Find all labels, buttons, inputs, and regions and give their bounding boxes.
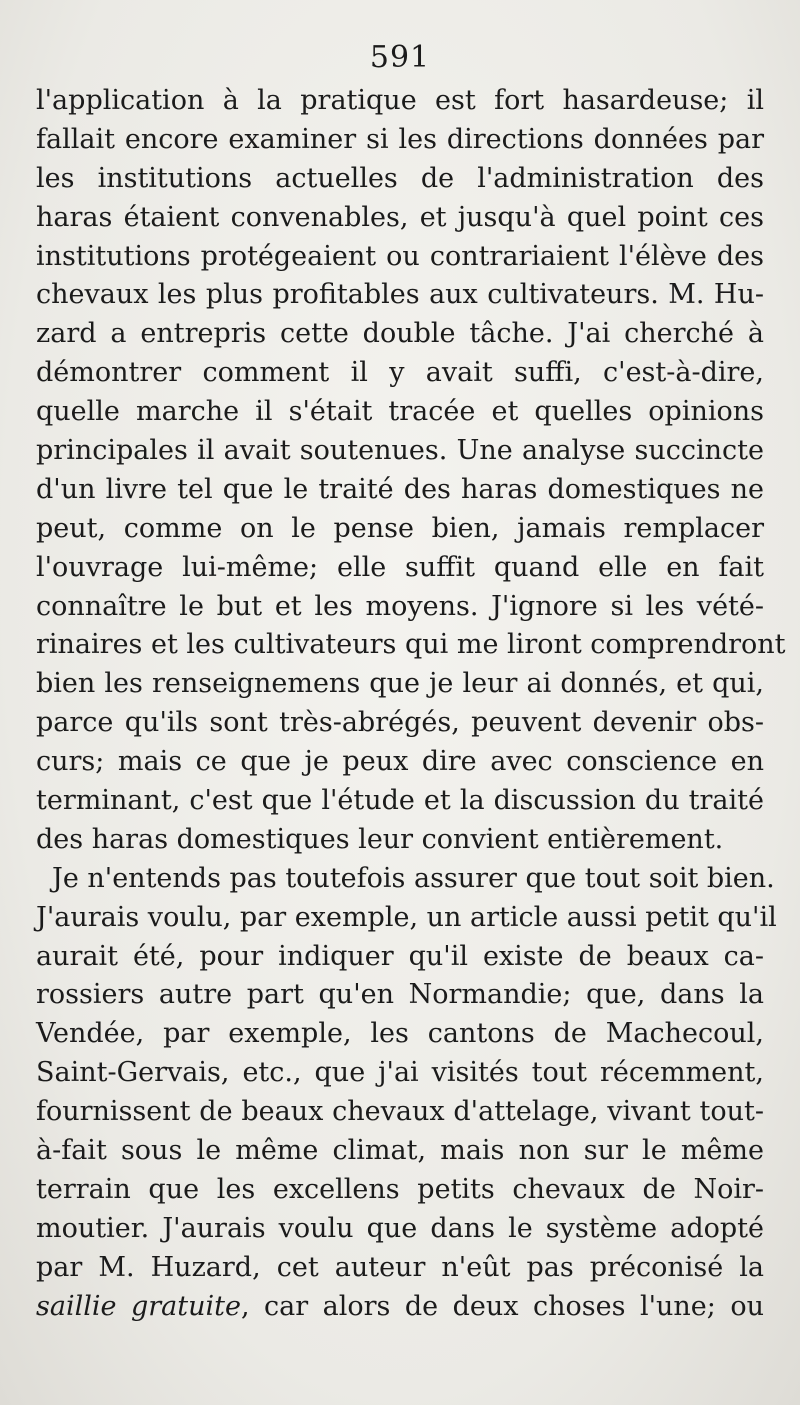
text-line: bien les renseignemens que je leur ai donnés, et qui, [36, 668, 764, 700]
text-line: rinaires et les cultivateurs qui me liront comprendront [36, 629, 786, 661]
text-line: institutions protégeaient ou contrariaient l'élève des [36, 240, 764, 272]
text-line: des haras domestiques leur convient entièrement. [36, 823, 724, 855]
page-number: 591 [369, 40, 431, 75]
text-line: chevaux les plus profitables aux cultivateurs. M. Hu- [36, 279, 764, 311]
text-line: rossiers autre part qu'en Normandie; que, dans la [36, 979, 764, 1011]
text-line: terrain que les excellens petits chevaux de Noir- [36, 1173, 764, 1205]
text-line: aurait été, pour indiquer qu'il existe de beaux ca- [36, 940, 764, 972]
text-line: J'aurais voulu, par exemple, un article aussi petit qu'il [36, 901, 777, 933]
text-line: à-fait sous le même climat, mais non sur le même [36, 1135, 764, 1167]
text-line: terminant, c'est que l'étude et la discussion du traité [36, 785, 764, 817]
text-line: haras étaient convenables, et jusqu'à quel point ces [36, 201, 764, 233]
text-line-final [36, 1288, 764, 1327]
text-line: l'ouvrage lui-même; elle suffit quand elle en fait [36, 551, 764, 583]
text-line: zard a entrepris cette double tâche. J'ai cherché à [36, 318, 764, 350]
paragraph [36, 82, 786, 860]
text-line: principales il avait soutenues. Une analyse succincte [36, 435, 764, 467]
text-line: Saint-Gervais, etc., que j'ai visités tout récemment, [36, 1057, 764, 1089]
paragraph [36, 860, 777, 1288]
final-line-rest: , car alors de deux choses l'une; ou [240, 1290, 764, 1322]
text-line: démontrer comment il y avait suffi, c'est-à-dire, [36, 357, 764, 389]
text-line: connaître le but et les moyens. J'ignore si les vété- [36, 590, 764, 622]
text-line: Je n'entends pas toutefois assurer que tout soit bien. [52, 862, 775, 894]
text-line: quelle marche il s'était tracée et quelles opinions [36, 396, 764, 428]
text-line: curs; mais ce que je peux dire avec conscience en [36, 746, 764, 778]
text-line: fallait encore examiner si les directions données par [36, 123, 764, 155]
text-line: Vendée, par exemple, les cantons de Machecoul, [36, 1018, 764, 1050]
body-text [36, 82, 786, 1327]
text-line: d'un livre tel que le traité des haras domestiques ne [36, 473, 764, 505]
text-line: moutier. J'aurais voulu que dans le système adopté [36, 1212, 764, 1244]
text-line: l'application à la pratique est fort hasardeuse; il [36, 85, 764, 116]
text-line: par M. Huzard, cet auteur n'eût pas préconisé la [36, 1251, 764, 1283]
text-line: parce qu'ils sont très-abrégés, peuvent devenir obs- [36, 707, 764, 739]
text-line: les institutions actuelles de l'administration des [36, 162, 764, 194]
text-line: peut, comme on le pense bien, jamais remplacer [36, 512, 764, 544]
text-line: fournissent de beaux chevaux d'attelage, vivant tout- [36, 1096, 764, 1128]
italic-term: saillie gratuite [36, 1290, 241, 1322]
